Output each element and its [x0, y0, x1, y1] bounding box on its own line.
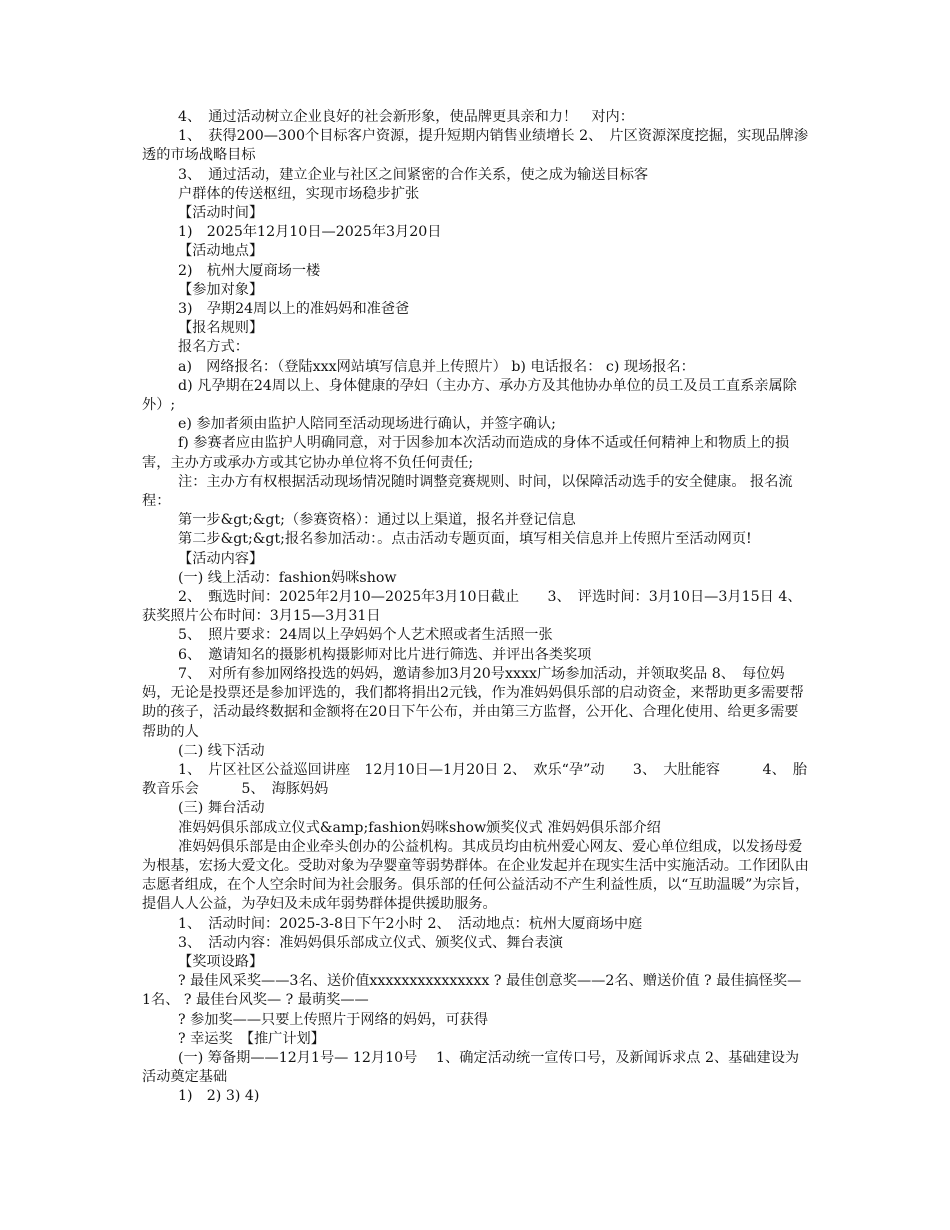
para-rule-f: f) 参赛者应由监护人明确同意，对于因参加本次活动而造成的身体不适或任何精神上和物质上的损害，主办方或承办方或其它协办单位将不负任何责任;	[142, 435, 790, 471]
heading-activity-time: 【活动时间】	[178, 205, 264, 222]
para-participation-award: ? 参加奖——只要上传照片于网络的妈妈，可获得	[178, 1011, 489, 1028]
para-step-1: 第一步&gt;&gt;（参赛资格）：通过以上渠道，报名并登记信息	[178, 512, 576, 529]
para-selection-time: 2、 甄选时间：2025年2月10—2025年3月10日截止 3、 评选时间：3月10日—3月15日 4、 获奖照片公布时间：3月15—3月31日	[142, 589, 809, 625]
para-awards-list: ? 最佳风采奖——3名、送价值xxxxxxxxxxxxxxx ? 最佳创意奖——2名、赠送价值 ? 最佳搞怪奖—1名、 ? 最佳台风奖— ? 最萌奖——	[142, 973, 802, 1009]
para-1: 4、 通过活动树立企业良好的社会新形象，使品牌更具亲和力！ 对内：	[178, 109, 634, 125]
document-body	[142, 108, 810, 1107]
heading-participants: 【参加对象】	[178, 281, 264, 298]
para-event-content: 3、 活动内容：准妈妈俱乐部成立仪式、颁奖仪式、舞台表演	[178, 934, 563, 951]
para-2: 1、 获得200—300个目标客户资源，提升短期内销售业绩增长 2、 片区资源深度挖掘，实现品牌渗透的市场战略目标	[142, 128, 809, 164]
para-rule-d: d) 凡孕期在24周以上、身体健康的孕妇（主办方、承办方及其他协办单位的员工及员工直系亲属除外）;	[142, 377, 797, 414]
para-preparation: (一) 筹备期——12月1号— 12月10号 1、确定活动统一宣传口号，及新闻诉求点 2、基础建设为活动奠定基础	[142, 1049, 800, 1086]
heading-activity-content: 【活动内容】	[178, 550, 264, 567]
para-3: 3、 通过活动，建立企业与社区之间紧密的合作关系，使之成为输送目标客	[178, 166, 649, 183]
para-online-activity: (一) 线上活动：fashion妈咪show	[178, 569, 397, 586]
para-photographer: 6、 邀请知名的摄影机构摄影师对比片进行筛选、并评出各类奖项	[178, 646, 592, 663]
para-invitation: 7、 对所有参加网络投选的妈妈，邀请参加3月20号xxxx广场参加活动，并领取奖品 8、 每位妈妈，无论是投票还是参加评选的，我们都将捐出2元钱，作为准妈妈俱乐部的启动资金，来帮助更多需要帮助的孩子，活动最终数据和金额将在20日下午公布，并由第三方监督，公开化、合理化使用、给更多需要帮助的人	[142, 665, 804, 740]
para-rule-e: e) 参加者须由监护人陪同至活动现场进行确认，并签字确认;	[178, 416, 556, 433]
heading-activity-location: 【活动地点】	[178, 243, 264, 260]
para-activity-time: 1) 2025年12月10日—2025年3月20日	[178, 224, 442, 241]
heading-awards: 【奖项设路】	[178, 953, 264, 970]
para-photo-requirement: 5、 照片要求：24周以上孕妈妈个人艺术照或者生活照一张	[178, 627, 553, 644]
para-club-intro: 准妈妈俱乐部是由企业牵头创办的公益机构。其成员均由杭州爱心网友、爱心单位组成，以发扬母爱为根基，宏扬大爱文化。受助对象为孕婴童等弱势群体。在企业发起并在现实生活中实施活动。工作团队由志愿者组成，在个人空余时间为社会服务。俱乐部的任何公益活动不产生利益性质，以“互助温暖”为宗旨，提倡人人公益，为孕妇及未成年弱势群体提供援助服务。	[142, 838, 810, 913]
heading-registration-rules: 【报名规则】	[178, 320, 264, 337]
para-offline-list: 1、 片区社区公益巡回讲座 12月10日—1月20日 2、 欢乐“孕”动 3、 大肚能容 4、 胎教音乐会 5、 海豚妈妈	[142, 761, 808, 798]
para-activity-location: 2) 杭州大厦商场一楼	[178, 262, 321, 279]
para-event-time-location: 1、 活动时间：2025-3-8日下午2小时 2、 活动地点：杭州大厦商场中庭	[178, 915, 643, 932]
para-stage-activity: (三) 舞台活动	[178, 800, 265, 817]
para-lucky-award: ? 幸运奖 【推广计划】	[178, 1030, 325, 1047]
para-ceremony: 准妈妈俱乐部成立仪式&amp;fashion妈咪show颁奖仪式 准妈妈俱乐部介绍	[178, 819, 661, 836]
para-step-2: 第二步&gt;&gt;报名参加活动：。点击活动专题页面，填写相关信息并上传照片至活动网页!	[178, 531, 752, 548]
para-rule-a: a) 网络报名：（登陆xxx网站填写信息并上传照片） b) 电话报名： c) 现场报名：	[178, 358, 695, 375]
para-4: 户群体的传送枢纽，实现市场稳步扩张	[178, 185, 420, 202]
para-list-numbers: 1) 2) 3) 4)	[178, 1088, 260, 1105]
para-offline-activity: (二) 线下活动	[178, 742, 265, 759]
para-participants: 3) 孕期24周以上的准妈妈和准爸爸	[178, 301, 410, 318]
para-note: 注：主办方有权根据活动现场情况随时调整竞赛规则、时间，以保障活动选手的安全健康。 报名流程：	[142, 473, 793, 510]
para-registration-method: 报名方式：	[178, 339, 249, 356]
